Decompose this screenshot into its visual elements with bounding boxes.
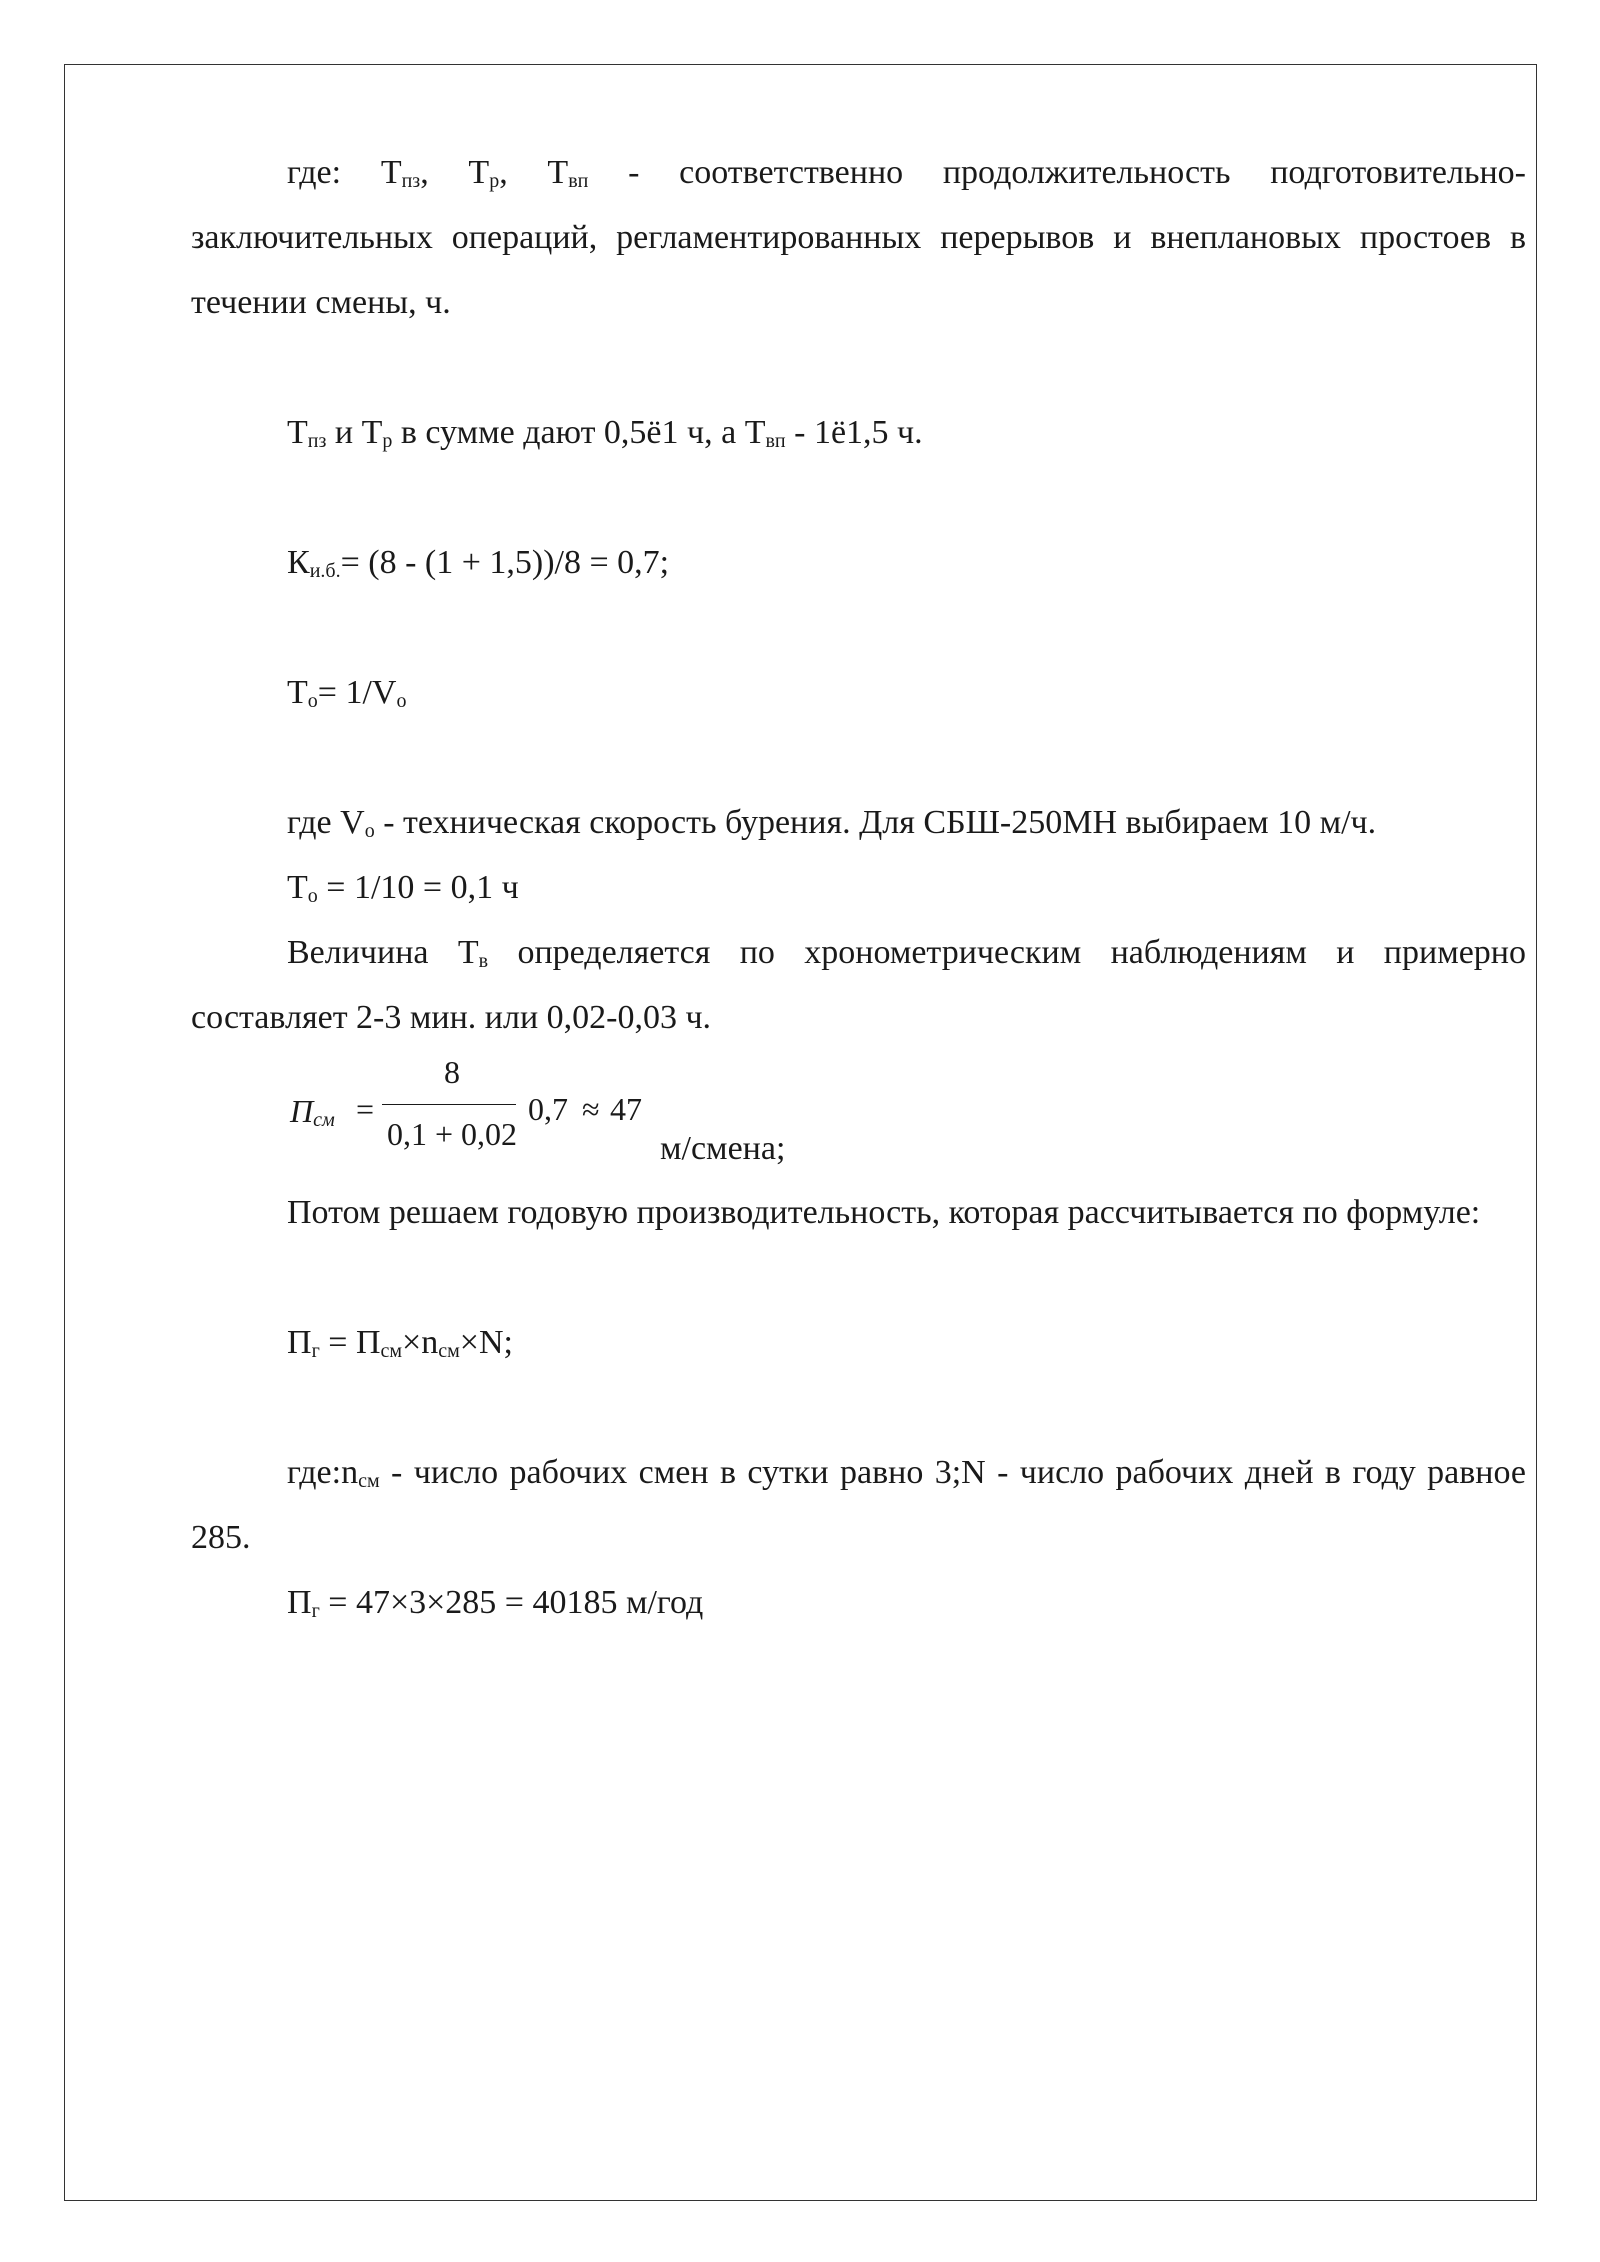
equation-p-g: $П_г = П_{см}\times n_{см}\times N$;: [287, 1324, 513, 1362]
formula-multiplier: 0,7: [528, 1091, 568, 1127]
paragraph-drilling-speed: где $V_о$ - техническая скорость бурения. Для СБШ-250МН выбираем 10 м/ч.: [287, 804, 1377, 842]
paragraph-definitions: где: $Т_{пз}$, $Т_р$, $Т_{вп}$ - соответственно продолжительность подготовительно-заключительных операций, регламентированных перерывов и внеплановых простоев в течении смены, ч.: [191, 154, 1526, 321]
shift-productivity-formula: [290, 1054, 850, 1178]
formula-numerator: 8: [444, 1054, 460, 1090]
paragraph-time-sum: $Т_{пз}$ и $Т_р$ в сумме дают 0,5ё1 ч, а $Т_{вп} - 1ё1,5$ ч.: [287, 414, 923, 452]
paragraph-t-v: Величина $Т_в$ определяется по хронометрическим наблюдениям и примерно составляет 2-3 мин. или 0,02-0,03 ч.: [191, 934, 1527, 1036]
paragraph-annual-productivity: Потом решаем годовую производительность, которая рассчитывается по формуле:: [287, 1194, 1481, 1231]
equation-t-o-value: $Т_о = 1/10 = 0,1$ ч: [287, 869, 519, 907]
formula-lhs: $П_{см}$: [290, 1093, 335, 1131]
equation-t-o: $Т_о= 1/V_о$: [287, 674, 407, 712]
formula-unit: м/смена;: [660, 1130, 786, 1167]
formula-denominator: 0,1 + 0,02: [386, 1116, 518, 1152]
equation-k-ib: $К_{и.б.}= (8 - (1 + 1,5))/8 = 0,7$;: [287, 544, 670, 582]
paragraph-shifts-days: $где:n_{см}$ - число рабочих смен в сутки равно 3;N - число рабочих дней в году равное 285.: [191, 1454, 1526, 1556]
formula-approx: ≈: [582, 1091, 600, 1127]
fraction-bar: [382, 1104, 516, 1105]
equation-p-g-value: $П_г = 47\times 3\times 285 = 40185$ м/год: [287, 1584, 704, 1622]
formula-value: 47: [610, 1091, 642, 1127]
formula-equals: =: [356, 1091, 375, 1127]
